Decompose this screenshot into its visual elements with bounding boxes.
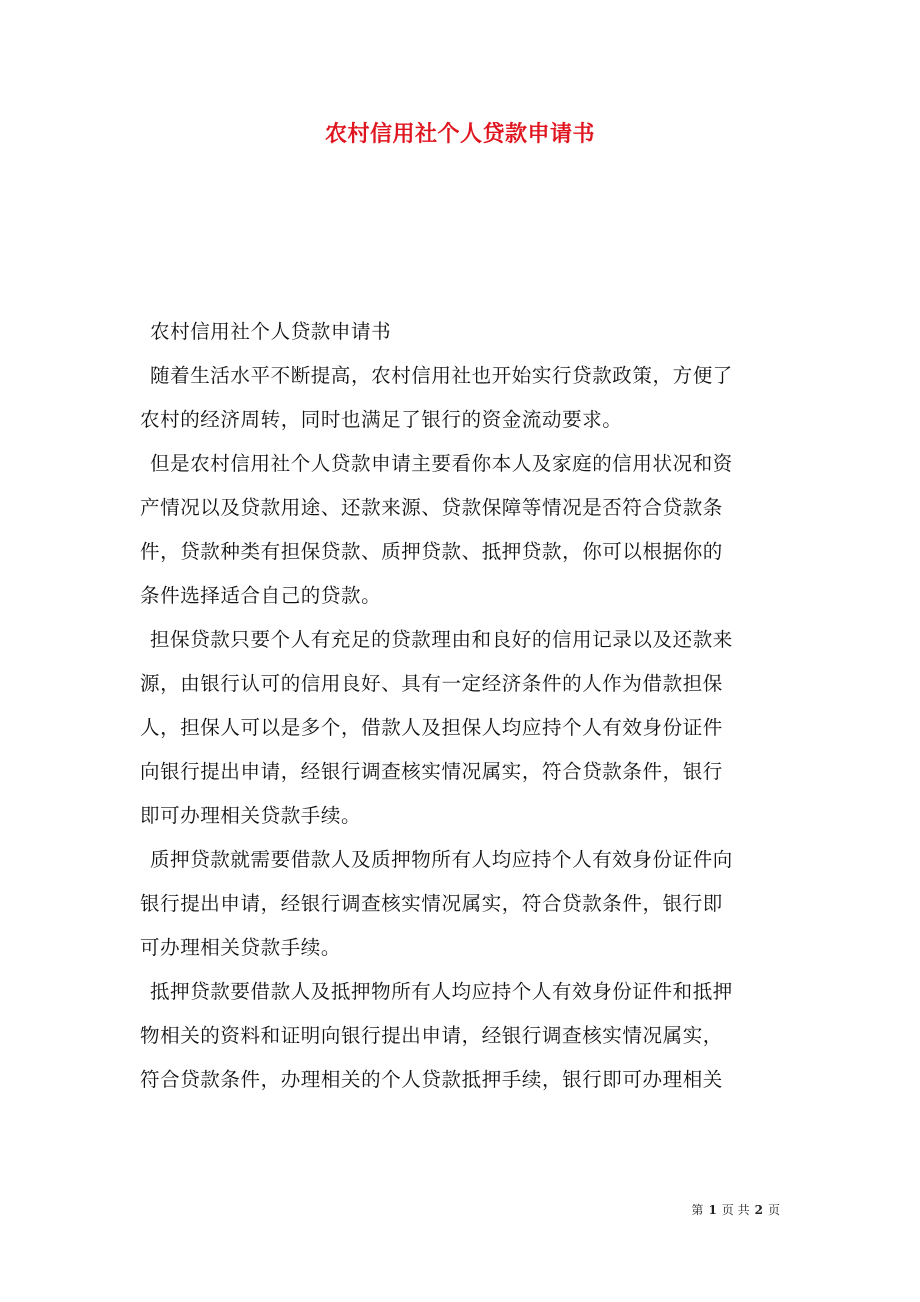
- body-line: 可办理相关贷款手续。: [140, 936, 342, 959]
- body-line: 抵押贷款要借款人及抵押物所有人均应持个人有效身份证件和抵押: [150, 980, 733, 1003]
- body-line: 符合贷款条件，办理相关的个人贷款抵押手续，银行即可办理相关: [140, 1068, 723, 1091]
- body-line: 件，贷款种类有担保贷款、质押贷款、抵押贷款，你可以根据你的: [140, 540, 723, 563]
- body-line: 质押贷款就需要借款人及质押物所有人均应持个人有效身份证件向: [150, 848, 733, 871]
- body-line: 条件选择适合自己的贷款。: [140, 584, 382, 607]
- body-line: 即可办理相关贷款手续。: [140, 804, 362, 827]
- page-number-footer: [691, 1202, 780, 1218]
- footer-current-page: 1: [708, 1203, 717, 1217]
- footer-prefix: 第: [691, 1203, 704, 1217]
- body-line: 但是农村信用社个人贷款申请主要看你本人及家庭的信用状况和资: [150, 452, 733, 475]
- document-title: 农村信用社个人贷款申请书: [324, 121, 595, 147]
- footer-total-pages: 2: [754, 1203, 763, 1217]
- body-line: 农村信用社个人贷款申请书: [150, 320, 392, 343]
- body-line: 随着生活水平不断提高，农村信用社也开始实行贷款政策，方便了: [150, 364, 733, 387]
- body-line: 物相关的资料和证明向银行提出申请，经银行调查核实情况属实，: [140, 1024, 723, 1047]
- body-line: 人，担保人可以是多个，借款人及担保人均应持个人有效身份证件: [140, 716, 723, 739]
- body-line: 银行提出申请，经银行调查核实情况属实，符合贷款条件，银行即: [140, 892, 723, 915]
- body-line: 源，由银行认可的信用良好、具有一定经济条件的人作为借款担保: [140, 672, 723, 695]
- footer-suffix: 页: [767, 1203, 780, 1217]
- document-body: [140, 310, 785, 1102]
- body-line: 向银行提出申请，经银行调查核实情况属实，符合贷款条件，银行: [140, 760, 723, 783]
- footer-middle: 页 共: [721, 1203, 750, 1217]
- body-line: 农村的经济周转，同时也满足了银行的资金流动要求。: [140, 408, 623, 431]
- body-line: 产情况以及贷款用途、还款来源、贷款保障等情况是否符合贷款条: [140, 496, 723, 519]
- body-line: 担保贷款只要个人有充足的贷款理由和良好的信用记录以及还款来: [150, 628, 733, 651]
